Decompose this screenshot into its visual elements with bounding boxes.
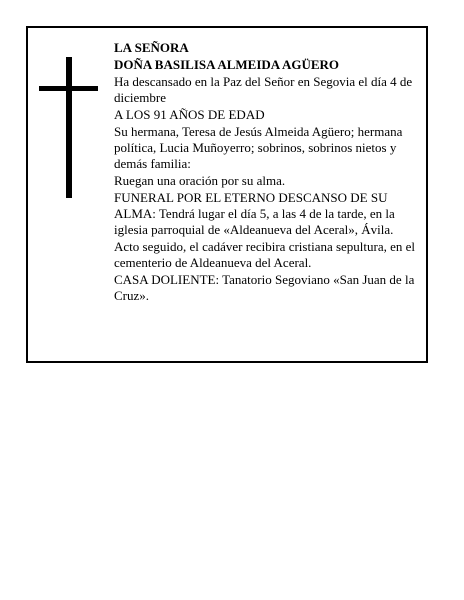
deceased-name: DOÑA BASILISA ALMEIDA AGÜERO — [114, 57, 340, 72]
family-line: Su hermana, Teresa de Jesús Almeida Agüero; hermana política, Lucia Muñoyerro; sobrinos, sobrinos nietos y demás familia: — [114, 124, 403, 171]
cross-icon-arm — [39, 86, 98, 91]
notice-title: LA SEÑORA — [114, 40, 189, 55]
obituary-notice — [26, 26, 428, 363]
death-announcement: Ha descansado en la Paz del Señor en Segovia el día 4 de diciembre — [114, 74, 413, 105]
funeral-details: FUNERAL POR EL ETERNO DESCANSO DE SU ALMA: Tendrá lugar el día 5, a las 4 de la tarde, en la iglesia parroquial de «Aldeanueva del Aceral», Ávila. — [114, 190, 395, 237]
burial-details: Acto seguido, el cadáver recibira cristiana sepultura, en el cementerio de Aldeanueva del Aceral. — [114, 239, 416, 270]
mourning-house: CASA DOLIENTE: Tanatorio Segoviano «San Juan de la Cruz». — [114, 272, 415, 303]
prayer-request: Ruegan una oración por su alma. — [114, 173, 286, 188]
notice-text — [114, 40, 422, 305]
age-line: A LOS 91 AÑOS DE EDAD — [114, 107, 265, 122]
cross-icon — [66, 57, 72, 198]
